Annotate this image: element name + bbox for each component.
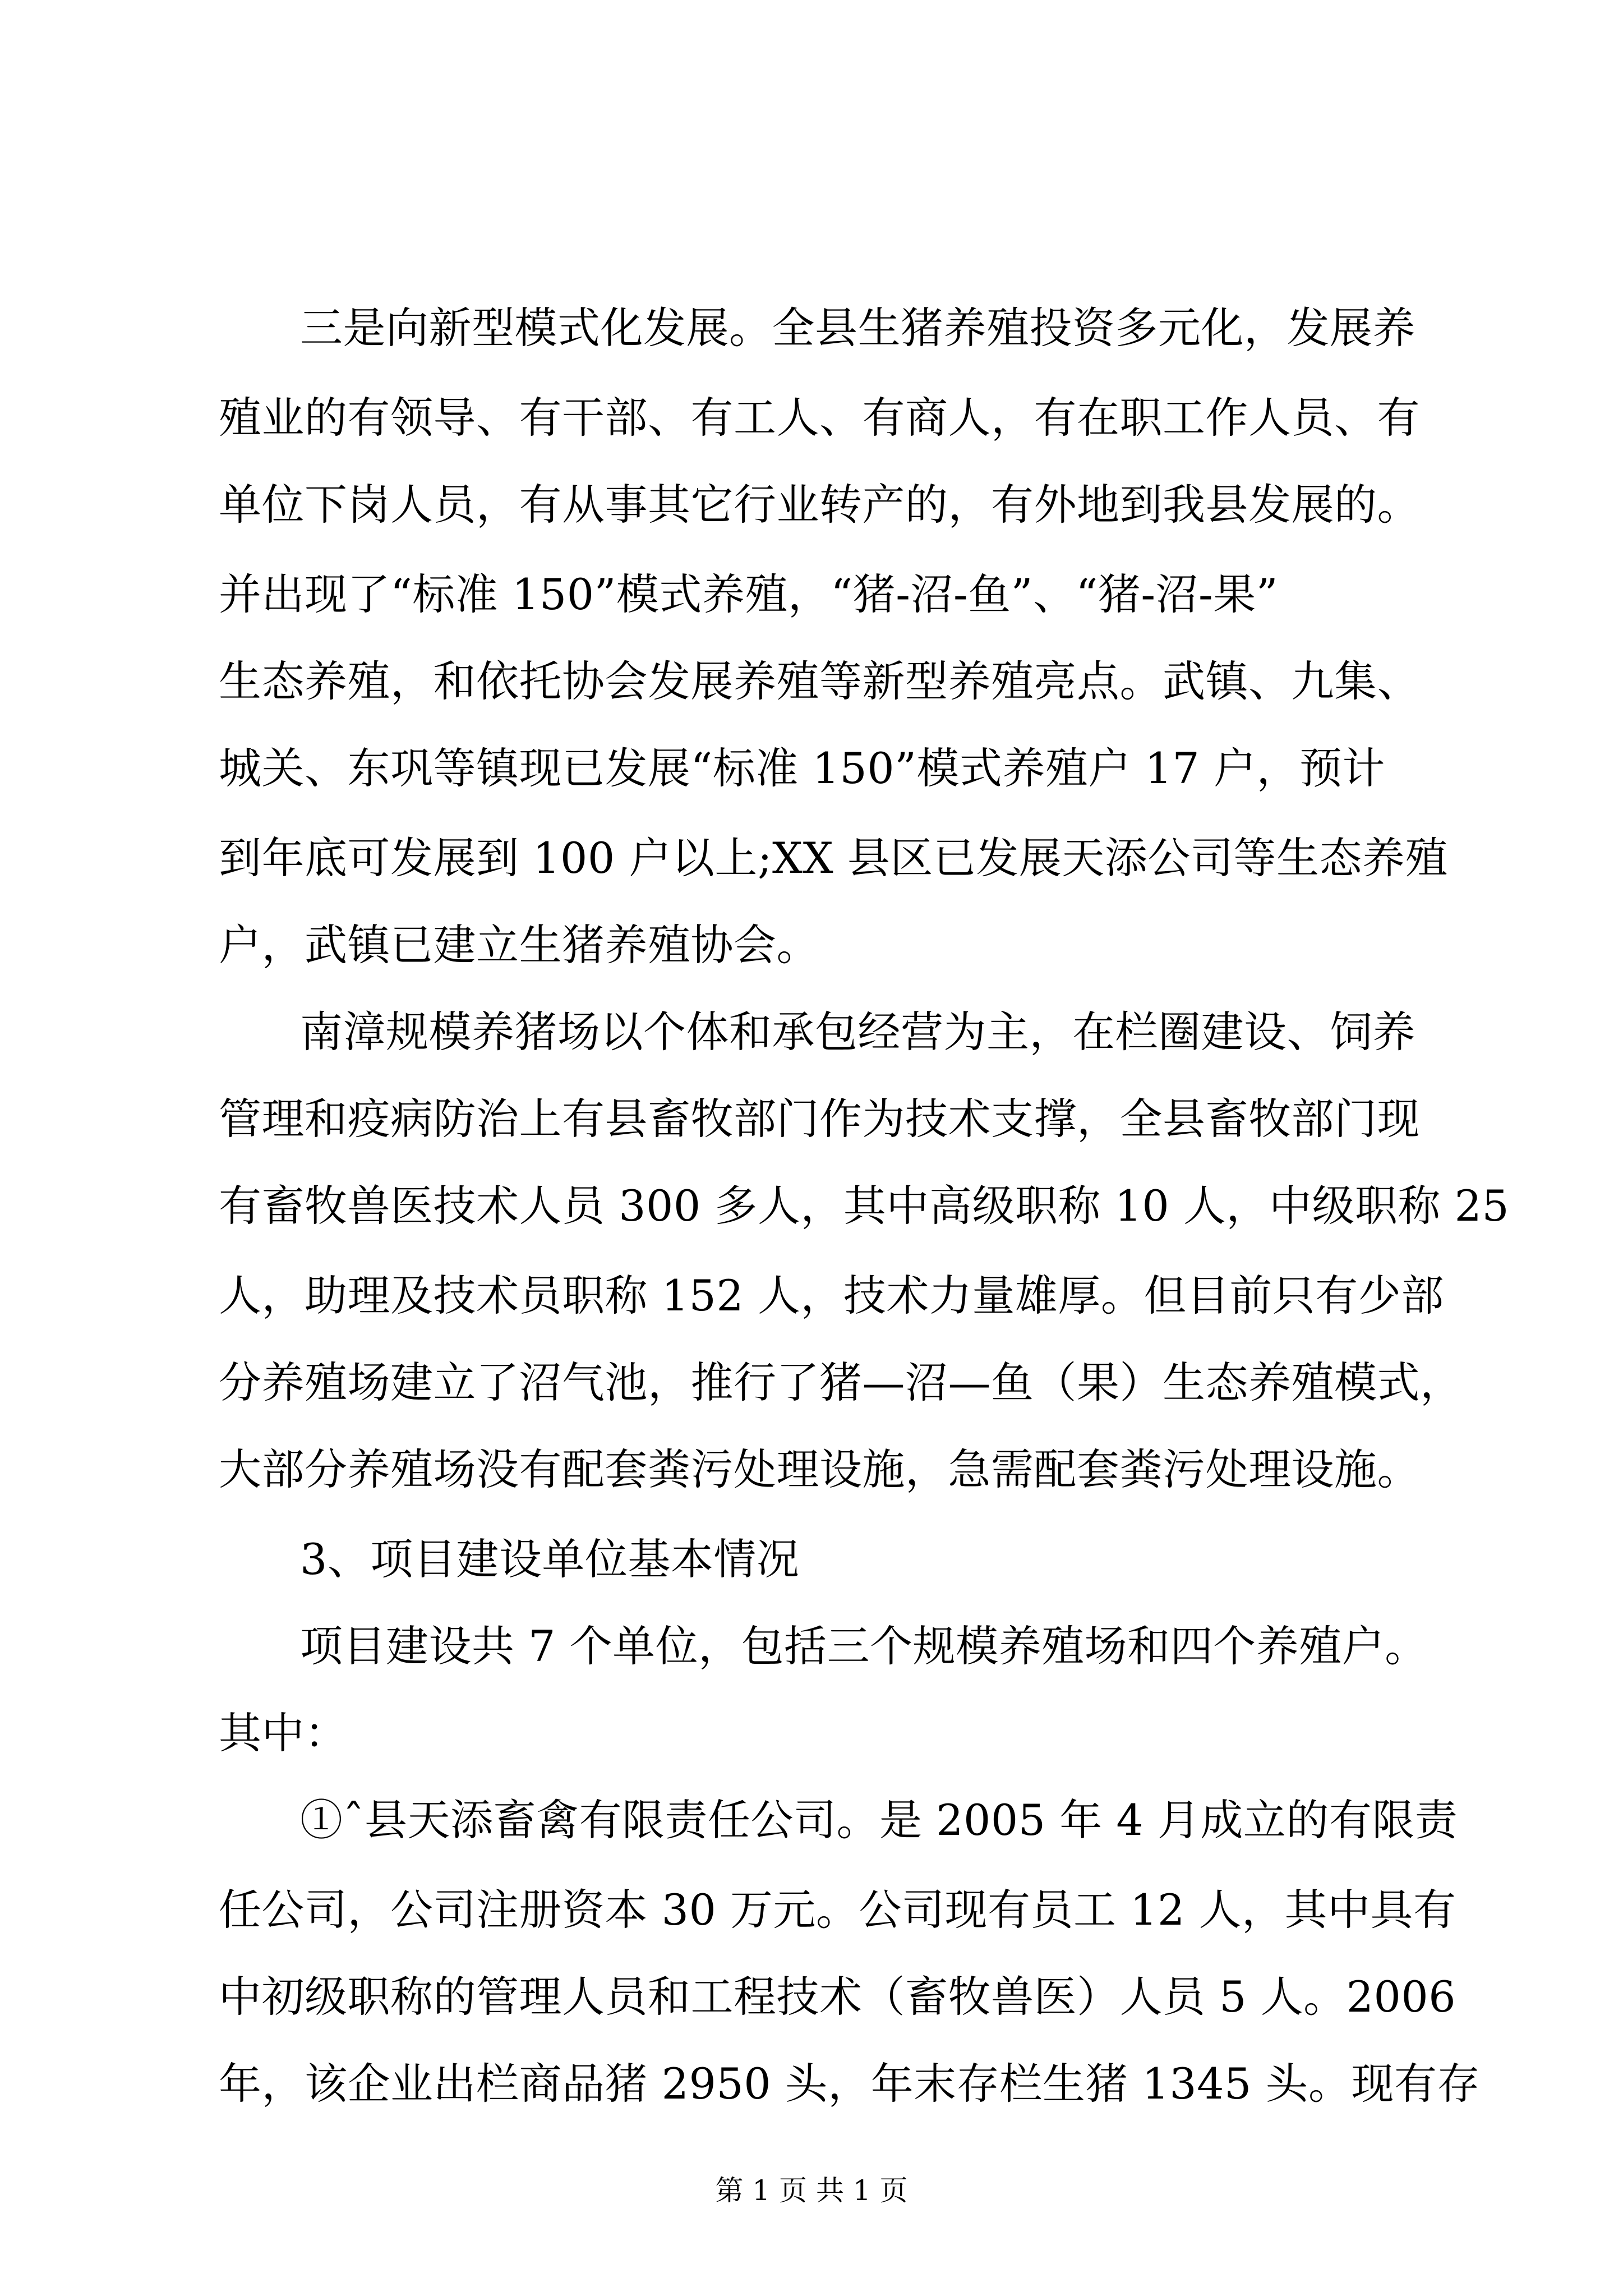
text-line: ①ˆ县天添畜禽有限责任公司。是 2005 年 4 月成立的有限责 [300, 1795, 1458, 1845]
text-line: 大部分养殖场没有配套粪污处理设施，急需配套粪污处理设施。 [219, 1444, 1420, 1494]
text-line: 任公司，公司注册资本 30 万元。公司现有员工 12 人，其中具有 [219, 1885, 1456, 1935]
text-line: 项目建设共 7 个单位，包括三个规模养殖场和四个养殖户。 [300, 1621, 1428, 1671]
text-line: 并出现了“标准 150”模式养殖，“猪-沼-鱼”、“猪-沼-果” [219, 569, 1279, 619]
text-line: 年，该企业出栏商品猪 2950 头，年末存栏生猪 1345 头。现有存 [219, 2059, 1480, 2109]
text-line: 单位下岗人员，有从事其它行业转产的，有外地到我县发展的。 [219, 480, 1420, 530]
text-line: 生态养殖，和依托协会发展养殖等新型养殖亮点。武镇、九集、 [219, 656, 1420, 706]
text-line: 有畜牧兽医技术人员 300 多人，其中高级职称 10 人，中级职称 25 [219, 1181, 1510, 1231]
text-line: 城关、东巩等镇现已发展“标准 150”模式养殖户 17 户，预计 [219, 743, 1385, 793]
text-line: 其中： [219, 1708, 348, 1758]
text-line: 中初级职称的管理人员和工程技术（畜牧兽医）人员 5 人。2006 [219, 1972, 1456, 2022]
text-line: 三是向新型模式化发展。全县生猪养殖投资多元化，发展养 [300, 303, 1415, 353]
text-line: 户，武镇已建立生猪养殖协会。 [219, 920, 819, 970]
text-line: 人，助理及技术员职称 152 人，技术力量雄厚。但目前只有少部 [219, 1271, 1444, 1320]
text-line: 殖业的有领导、有干部、有工人、有商人，有在职工作人员、有 [219, 393, 1420, 443]
text-line: 到年底可发展到 100 户以上;XX 县区已发展天添公司等生态养殖 [219, 833, 1448, 883]
page-footer: 第 1 页 共 1 页 [715, 2174, 908, 2207]
text-line: 南漳规模养猪场以个体和承包经营为主，在栏圈建设、饲养 [300, 1007, 1415, 1057]
section-heading: 3、项目建设单位基本情况 [300, 1534, 800, 1584]
text-line: 管理和疫病防治上有县畜牧部门作为技术支撑，全县畜牧部门现 [219, 1094, 1420, 1144]
text-line: 分养殖场建立了沼气池，推行了猪—沼—鱼（果）生态养殖模式， [219, 1358, 1463, 1407]
